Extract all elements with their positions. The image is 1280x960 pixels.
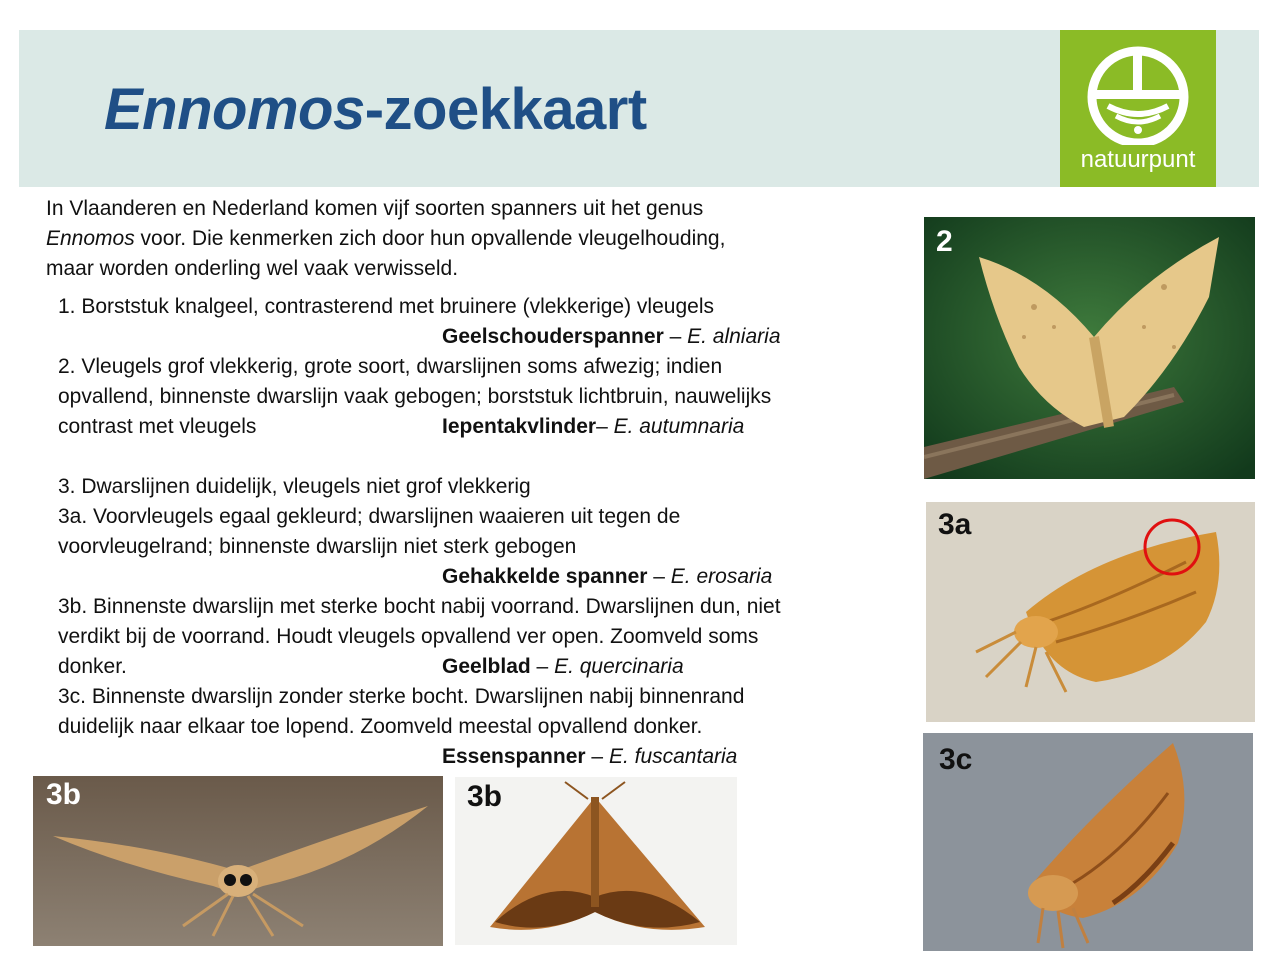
title-genus: Ennomos [104,77,365,142]
key-line: opvallend, binnenste dwarslijn vaak gebogen; borststuk lichtbruin, nauwelijks [58,385,772,408]
spacer [58,442,918,472]
photo-label: 2 [936,225,953,258]
species-name: Essenspanner [442,745,586,768]
photo-3a-erosaria [926,502,1255,722]
photo-label: 3b [467,780,503,813]
natuurpunt-emblem-icon [1060,30,1216,145]
moth-photo-image [926,502,1255,722]
moth-photo-image [923,733,1253,951]
key-line: duidelijk naar elkaar toe lopend. Zoomveld meestal opvallend donker. [58,715,703,738]
photo-label: 3b [46,778,82,811]
species-name: Geelschouderspanner [442,325,664,348]
intro-line: maar worden onderling wel vaak verwisseld. [46,257,459,280]
key-line: 3. Dwarslijnen duidelijk, vleugels niet grof vlekkerig [58,475,531,498]
moth-photo-image [33,776,443,946]
key-result: Essenspanner – E. fuscantaria [442,745,738,768]
logo-wordmark: natuurpunt [1080,146,1196,173]
intro-paragraph [46,194,876,284]
species-latin: E. autumnaria [613,415,745,438]
photo-3b-quercinaria-front [33,776,443,946]
key-result: Geelschouderspanner – E. alniaria [442,325,781,348]
key-line: voorvleugelrand; binnenste dwarslijn niet sterk gebogen [58,535,577,558]
key-line: 1. Borststuk knalgeel, contrasterend met bruinere (vlekkerige) vleugels [58,295,714,318]
key-line: donker. Geelblad – E. quercinaria [58,655,684,678]
photo-3b-quercinaria-top [455,777,737,945]
title-suffix: -zoekkaart [364,77,647,142]
species-name: Gehakkelde spanner [442,565,648,588]
natuurpunt-logo [1060,30,1216,187]
species-latin: E. fuscantaria [608,745,738,768]
intro-line: In Vlaanderen en Nederland komen vijf soorten spanners uit het genus [46,197,704,220]
photo-label: 3c [939,743,973,776]
photo-2-autumnaria [924,217,1255,479]
identification-key [58,292,918,772]
photo-3c-fuscantaria [923,733,1253,951]
key-line: verdikt bij de voorrand. Houdt vleugels opvallend ver open. Zoomveld soms [58,625,759,648]
intro-line: Ennomos voor. Die kenmerken zich door hun opvallende vleugelhouding, [46,227,726,250]
moth-photo-image [924,217,1255,479]
species-latin: E. quercinaria [554,655,684,678]
key-line: 2. Vleugels grof vlekkerig, grote soort, dwarslijnen soms afwezig; indien [58,355,723,378]
species-latin: E. alniaria [687,325,781,348]
species-name: Iepentakvlinder [442,415,597,438]
genus-name: Ennomos [46,227,135,250]
key-line: 3b. Binnenste dwarslijn met sterke bocht nabij voorrand. Dwarslijnen dun, niet [58,595,781,618]
key-line: 3c. Binnenste dwarslijn zonder sterke bocht. Dwarslijnen nabij binnenrand [58,685,745,708]
page-title [104,76,647,143]
photo-label: 3a [938,508,972,541]
species-latin: E. erosaria [670,565,773,588]
key-line: contrast met vleugels Iepentakvlinder– E. autumnaria [58,415,745,438]
key-result: Gehakkelde spanner – E. erosaria [442,565,773,588]
species-name: Geelblad [442,655,531,678]
key-line: 3a. Voorvleugels egaal gekleurd; dwarslijnen waaieren uit tegen de [58,505,681,528]
